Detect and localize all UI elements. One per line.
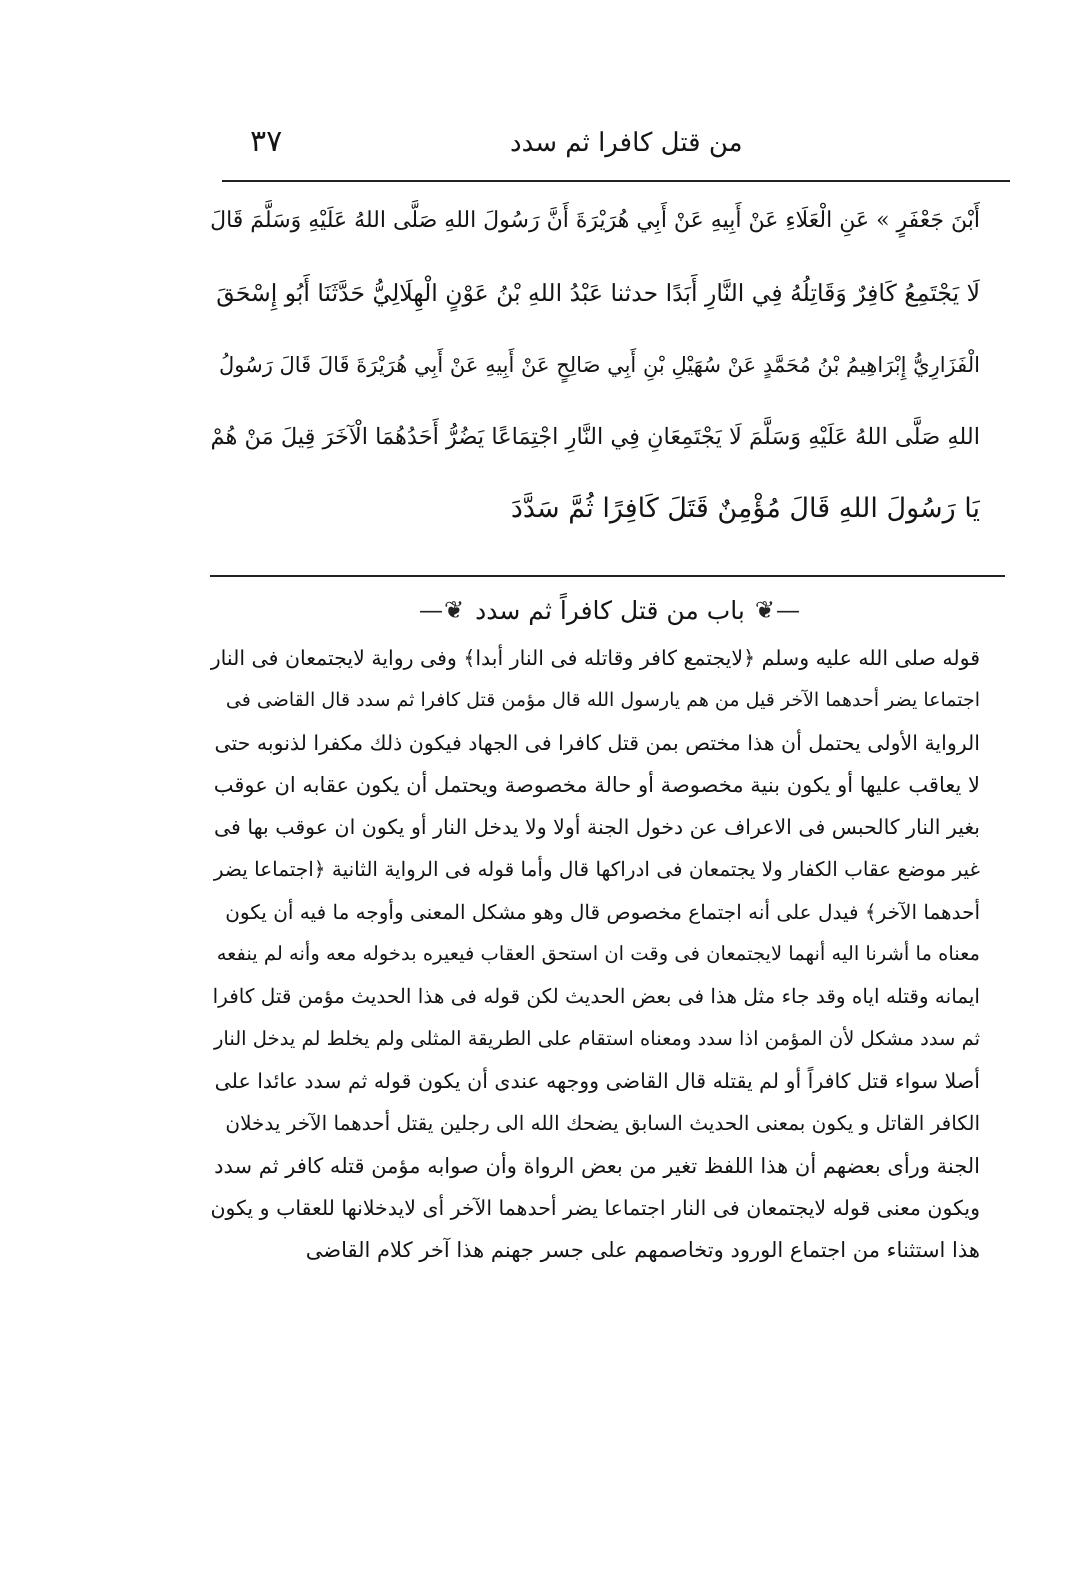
commentary-line: الجنة ورأى بعضهم أن هذا اللفظ تغير من بعض الرواة وأن صوابه مؤمن قتله كافر ثم سدد: [214, 1153, 980, 1178]
chapter-title: باب من قتل كافراً ثم سدد: [475, 595, 745, 625]
hadith-text-block: [210, 185, 980, 545]
commentary-line: معناه ما أشرنا اليه أنهما لايجتمعان فى وقت ان استحق العقاب فيعيره بدخوله معه وأنه لم ينفعه: [216, 942, 980, 966]
commentary-line: قوله صلى الله عليه وسلم ﴿لايجتمع كافر وقاتله فى النار أبدا﴾ وفى رواية لايجتمعان فى النار: [210, 646, 980, 670]
hadith-line: لَا يَجْتَمِعُ كَافِرٌ وَقَاتِلُهُ فِي النَّارِ أَبَدًا حدثنا عَبْدُ اللهِ بْنُ عَوْنٍ الْهِلَالِيُّ حَدَّثَنَا أَبُو إِسْحَقَ: [216, 279, 980, 307]
commentary-line: بغير النار كالحبس فى الاعراف عن دخول الجنة أولا ولا يدخل النار أو يكون ان عوقب بها فى: [213, 815, 980, 840]
commentary-line: أحدهما الآخر﴾ فيدل على أنه اجتماع مخصوص قال وهو مشكل المعنى وأوجه ما فيه أن يكون: [225, 899, 980, 924]
commentary-block: [210, 637, 980, 1271]
commentary-line: الكافر القاتل و يكون بمعنى الحديث السابق يضحك الله الى رجلين يقتل أحدهما الآخر يدخلان: [225, 1111, 980, 1136]
commentary-line: هذا استثناء من اجتماع الورود وتخاصمهم على جسر جهنم هذا آخر كلام القاضى: [305, 1238, 980, 1263]
commentary-line: لا يعاقب عليها أو يكون بنية مخصوصة أو حالة مخصوصة ويحتمل أن يكون عقابه ان عوقب: [213, 772, 980, 797]
header-rule: [222, 180, 1010, 182]
hadith-line: يَا رَسُولَ اللهِ قَالَ مُؤْمِنٌ قَتَلَ كَافِرًا ثُمَّ سَدَّدَ: [510, 493, 980, 524]
ornament-icon: —❦: [754, 596, 801, 624]
commentary-line: ثم سدد مشكل لأن المؤمن اذا سدد ومعناه استقام على الطريقة المثلى ولم يخلط لم يدخل النار: [213, 1026, 980, 1050]
hadith-line: أَبْنَ جَعْفَرٍ » عَنِ الْعَلَاءِ عَنْ أَبِيهِ عَنْ أَبِي هُرَيْرَةَ أَنَّ رَسُولَ اللهِ صَلَّى اللهُ عَلَيْهِ وَسَلَّمَ قَالَ: [210, 208, 980, 233]
chapter-heading: [390, 585, 830, 635]
page-number: ٣٧: [250, 124, 283, 159]
ornament-icon: ❦—: [419, 596, 466, 624]
commentary-line: اجتماعا يضر أحدهما الآخر قيل من هم يارسول الله قال مؤمن قتل كافرا ثم سدد قال القاضى فى: [225, 689, 980, 712]
page-header: [210, 118, 1010, 174]
commentary-line: الرواية الأولى يحتمل أن هذا مختص بمن قتل كافرا فى الجهاد فيكون ذلك مكفرا لذنوبه حتى: [214, 730, 980, 755]
hadith-line: اللهِ صَلَّى اللهُ عَلَيْهِ وَسَلَّمَ لَا يَجْتَمِعَانِ فِي النَّارِ اجْتِمَاعًا يَضُرُّ أَحَدُهُمَا الْآخَرَ قِيلَ مَنْ هُمْ: [210, 424, 980, 450]
section-divider-rule: [210, 575, 1005, 577]
commentary-line: غير موضع عقاب الكفار ولا يجتمعان فى ادراكها قال وأما قوله فى الرواية الثانية ﴿اجتماعا يضر: [213, 857, 980, 882]
commentary-line: أصلا سواء قتل كافراً أو لم يقتله قال القاضى ووجهه عندى أن يكون قوله ثم سدد عائدا على: [214, 1068, 980, 1093]
commentary-line: ايمانه وقتله اياه وقد جاء مثل هذا فى بعض الحديث لكن قوله فى هذا الحديث مؤمن قتل كافرا: [212, 984, 980, 1009]
running-title: من قتل كافرا ثم سدد: [510, 128, 743, 158]
hadith-line: الْفَزَارِيُّ إِبْرَاهِيمُ بْنُ مُحَمَّدٍ عَنْ سُهَيْلِ بْنِ أَبِي صَالِحٍ عَنْ أَبِيهِ عَنْ أَبِي هُرَيْرَةَ قَالَ قَالَ رَسُولُ: [219, 353, 980, 377]
commentary-line: ويكون معنى قوله لايجتمعان فى النار اجتماعا يضر أحدهما الآخر أى لايدخلانها للعقاب و يكون: [210, 1195, 980, 1220]
